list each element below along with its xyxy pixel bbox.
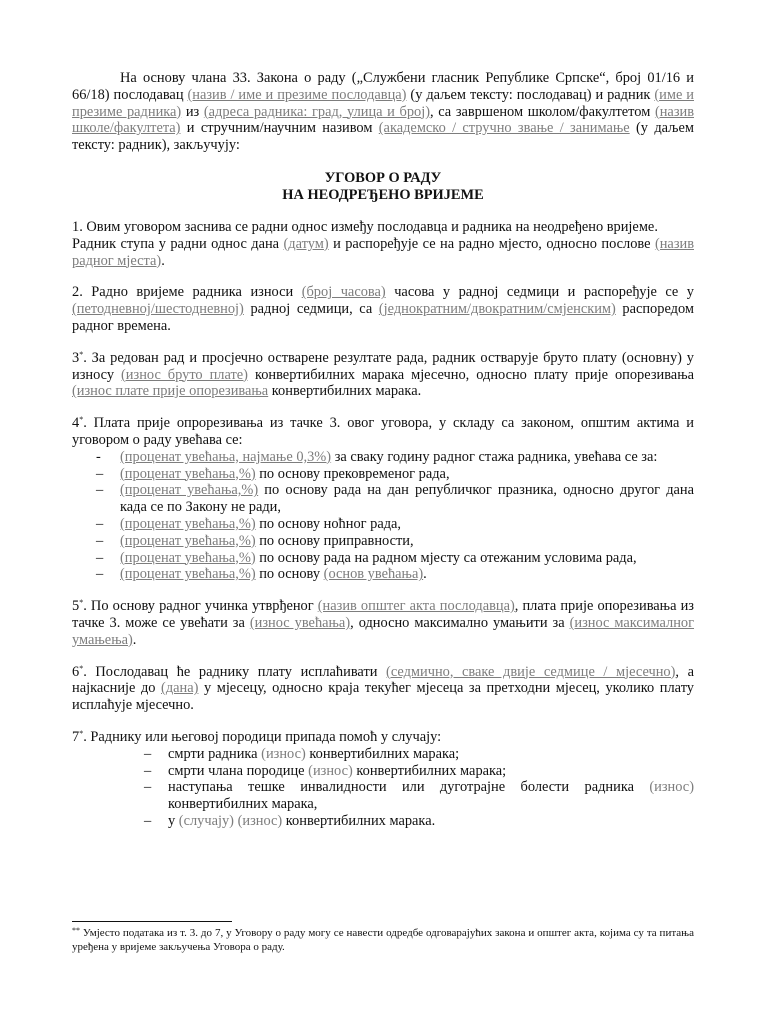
section-number: 3 — [72, 349, 80, 366]
title-line-1: УГОВОР О РАДУ — [324, 169, 442, 186]
intro-text: На основу члана 33. Закона о раду („Службени гласник Републике Српске“, број 01/16 и 66/18) послодавац — [72, 70, 694, 103]
dash-marker: – — [96, 549, 104, 566]
percentage-placeholder: (проценат увећања,%) — [120, 482, 259, 499]
text: по основу — [255, 566, 324, 583]
text: конвертибилних марака; — [305, 745, 460, 762]
section-6 — [72, 664, 694, 714]
footnote-mark: * — [79, 663, 84, 673]
text: , плата прије опорезивања из тачке 3. може се увећати за — [72, 598, 694, 631]
section-7 — [72, 729, 694, 830]
job-position-placeholder: (назив радног мјеста) — [72, 235, 694, 269]
dash-marker: – — [96, 566, 104, 583]
footnote — [72, 926, 694, 954]
document-title — [72, 170, 694, 204]
date-placeholder: (датум) — [283, 235, 329, 252]
amount-placeholder: (износ) — [237, 812, 283, 829]
list-item — [72, 482, 694, 516]
list-item — [72, 533, 694, 550]
section-4 — [72, 415, 694, 583]
text: , а најкасније до — [72, 663, 694, 697]
hours-placeholder: (број часова) — [301, 284, 386, 301]
text: конвертибилних марака. — [268, 383, 422, 400]
percentage-placeholder: (проценат увећања, најмање 0,3%) — [120, 448, 332, 465]
list-item — [72, 763, 694, 780]
case-placeholder: (случају) — [178, 812, 234, 829]
increase-amount-placeholder: (износ увећања) — [249, 614, 351, 631]
amount-placeholder: (износ) — [308, 762, 353, 779]
day-placeholder: (дана) — [161, 680, 199, 697]
assistance-list — [72, 746, 694, 830]
section-2-text — [72, 284, 694, 334]
max-reduction-placeholder: (износ максималног умањења) — [72, 614, 695, 648]
list-item — [72, 746, 694, 763]
footnote-mark: * — [79, 415, 84, 425]
section-5-text — [72, 598, 694, 648]
list-item — [72, 813, 694, 830]
intro-text: и стручним/научним називом — [180, 120, 379, 137]
dash-marker: – — [144, 812, 152, 829]
text: у мјесецу, односно краја текућег мјесеца за претходни мјесец, уколико плату исплаћује мјесечно. — [72, 680, 694, 714]
section-3 — [72, 350, 694, 400]
footnote-mark: * — [79, 598, 84, 608]
section-6-text — [72, 664, 694, 714]
employee-address-placeholder: (адреса радника: град, улица и број) — [203, 103, 431, 120]
dash-marker: – — [96, 532, 104, 549]
text: наступања тешке инвалидности или дуготрајне болести радника — [168, 779, 650, 796]
dash-marker: – — [96, 465, 104, 482]
section-1 — [72, 219, 694, 269]
dash-marker: – — [144, 762, 152, 779]
title-line-2: НА НЕОДРЕЂЕНО ВРИЈЕМЕ — [282, 186, 484, 203]
text: за сваку годину радног стажа радника, увећава се за: — [331, 448, 658, 465]
dash-marker: – — [144, 745, 152, 762]
text: конвертибилних марака, — [168, 796, 318, 813]
text: распоредом радног времена. — [72, 301, 694, 334]
academic-title-placeholder: (академско / стручно звање / занимање — [378, 120, 630, 137]
percentage-placeholder: (проценат увећања,%) — [120, 532, 256, 549]
contract-document — [72, 70, 694, 830]
list-item — [72, 566, 694, 583]
salary-increase-list — [72, 449, 694, 583]
school-name-placeholder: (назив школе/факултета) — [72, 103, 694, 137]
section-number: 4 — [72, 415, 80, 432]
text: 2. Радно вријеме радника износи — [72, 284, 302, 301]
workweek-placeholder: (петодневној/шестодневној) — [72, 301, 244, 318]
amount-placeholder: (износ) — [261, 745, 306, 762]
text: по основу приправности, — [255, 532, 414, 549]
text: . Послодавац ће раднику плату исплаћивати — [83, 663, 387, 680]
text: радној седмици, са — [243, 301, 379, 318]
section-5 — [72, 598, 694, 648]
percentage-placeholder: (проценат увећања,%) — [120, 566, 256, 583]
text: . Плата прије опрорезивања из тачке 3. овог уговора, у складу са законом, општим актима и уговором о раду увећава се: — [72, 415, 694, 448]
text: смрти члана породице — [168, 762, 309, 779]
dash-marker: – — [96, 482, 104, 499]
footnote-mark: * — [79, 349, 84, 359]
text: . За редован рад и просјечно остварене резултате рада, радник остварује бруто плату (основну) у износу — [72, 349, 694, 383]
list-item — [72, 779, 694, 813]
section-number: 7 — [72, 728, 80, 745]
text: часова у радној седмици и распоређује се у — [385, 284, 695, 301]
pretax-salary-placeholder: (износ плате прије опорезивања — [72, 383, 269, 400]
dash-marker: – — [96, 515, 104, 532]
text: . — [161, 252, 165, 269]
intro-text: (у даљем тексту: послодавац) и радник — [406, 86, 655, 103]
intro-text: (у даљем тексту: радник), закључују: — [72, 120, 694, 154]
payment-frequency-placeholder: (седмично, сваке двије седмице / мјесечно) — [386, 663, 676, 680]
section-number: 5 — [72, 598, 80, 615]
text: у — [168, 812, 179, 829]
footnote-text: Умјесто података из т. 3. до 7, у Уговору о раду могу се навести одредбе одговарајућих закона и општег акта, којима су та питања уређена у вријеме закључења Уговора о раду. — [72, 927, 694, 953]
text: смрти радника — [168, 745, 262, 762]
intro-paragraph — [72, 70, 694, 154]
text: конвертибилних марака; — [352, 762, 507, 779]
percentage-placeholder: (проценат увећања,%) — [120, 549, 256, 566]
list-item — [72, 449, 694, 466]
section-1-start-date — [72, 236, 694, 270]
text: конвертибилних марака. — [282, 812, 436, 829]
dash-marker: - — [96, 448, 101, 465]
section-7-text — [72, 729, 694, 746]
section-3-text — [72, 350, 694, 400]
footnote-mark: ** — [72, 926, 80, 935]
text: , односно максимално умањити за — [350, 614, 570, 631]
employee-name-placeholder: (име и презиме радника) — [72, 86, 694, 120]
amount-placeholder: (износ) — [649, 779, 694, 796]
footnote-mark: * — [79, 728, 84, 738]
text: по основу прековременог рада, — [255, 465, 450, 482]
intro-text: из — [181, 103, 204, 120]
text: . Раднику или његовој породици припада помоћ у случају: — [83, 728, 442, 745]
text: Радник ступа у радни однос дана — [72, 235, 284, 252]
shift-type-placeholder: (једнократним/двократним/смјенским) — [378, 301, 616, 318]
text: конвертибилних марака мјесечно, односно плату прије опорезивања — [247, 366, 694, 383]
gross-salary-placeholder: (износ бруто плате) — [121, 366, 248, 383]
section-4-text — [72, 415, 694, 449]
section-2 — [72, 284, 694, 334]
text: . — [132, 631, 137, 648]
list-item — [72, 550, 694, 567]
dash-marker: – — [144, 779, 152, 796]
increase-basis-placeholder: (основ увећања) — [323, 566, 424, 583]
text: и распоређује се на радно мјесто, односно послове — [328, 235, 655, 252]
employer-name-placeholder: (назив / име и презиме послодавца) — [187, 86, 407, 103]
percentage-placeholder: (проценат увећања,%) — [120, 465, 256, 482]
text: по основу рада на радном мјесту са отежаним условима рада, — [255, 549, 637, 566]
footnote-separator — [72, 921, 232, 922]
text: . По основу радног учинка утврђеног — [83, 598, 318, 615]
intro-text: , са завршеном школом/факултетом — [430, 103, 655, 120]
list-item — [72, 516, 694, 533]
section-1-text: 1. Овим уговором заснива се радни однос између послодавца и радника на неодређено вријеме. — [72, 218, 658, 235]
text: . — [423, 566, 427, 583]
list-item — [72, 466, 694, 483]
general-act-placeholder: (назив општег акта послодавца) — [317, 598, 515, 615]
text: по основу рада на дан републичког празника, односно другог дана када се по Закону не ради, — [120, 482, 695, 516]
percentage-placeholder: (проценат увећања,%) — [120, 515, 256, 532]
text: по основу ноћног рада, — [255, 515, 402, 532]
section-number: 6 — [72, 663, 80, 680]
